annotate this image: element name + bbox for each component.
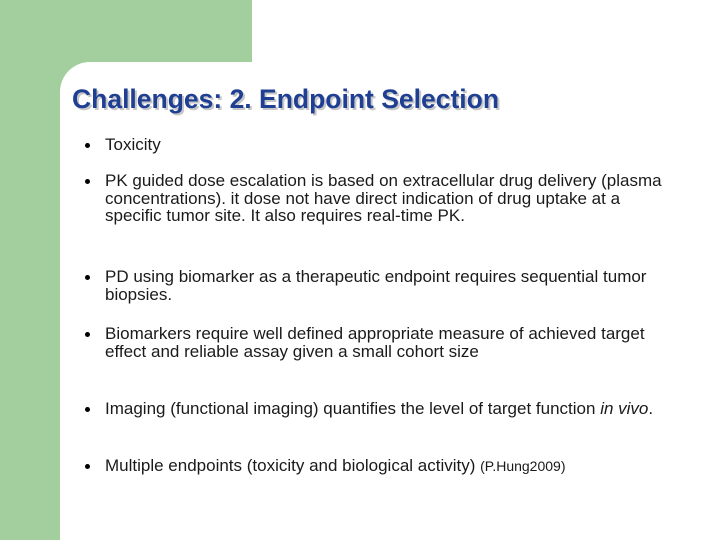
bullet-text: Biomarkers require well defined appropriate measure of achieved target effect and reliable assay given a small cohort size (105, 324, 645, 361)
bullet-dot-icon (85, 179, 90, 184)
slide-title: Challenges: 2. Endpoint Selection (72, 84, 500, 114)
bullet-text: PD using biomarker as a therapeutic endpoint requires sequential tumor biopsies. (105, 267, 647, 304)
bullet-dot-icon (85, 275, 90, 280)
bullet-text-italic: in vivo (600, 399, 649, 418)
bullet-text-main: Multiple endpoints (toxicity and biological activity) (105, 456, 481, 475)
bullet-text-main: Imaging (functional imaging) quantifies the level of target function (105, 399, 601, 418)
bullet-text (105, 400, 665, 418)
bullet-text: Toxicity (105, 135, 161, 154)
bullet-dot-icon (85, 407, 90, 412)
bullet-text-suffix: . (648, 399, 654, 418)
bullet-text (105, 457, 665, 476)
bullet-dot-icon (85, 332, 90, 337)
bullet-text: PK guided dose escalation is based on extracellular drug delivery (plasma concentrations). it dose not have direct indication of drug uptake at a specific tumor site. It also requires real-time PK. (105, 171, 662, 225)
bullet-dot-icon (85, 464, 90, 469)
citation: (P.Hung2009) (480, 458, 566, 474)
bullet-dot-icon (85, 143, 90, 148)
